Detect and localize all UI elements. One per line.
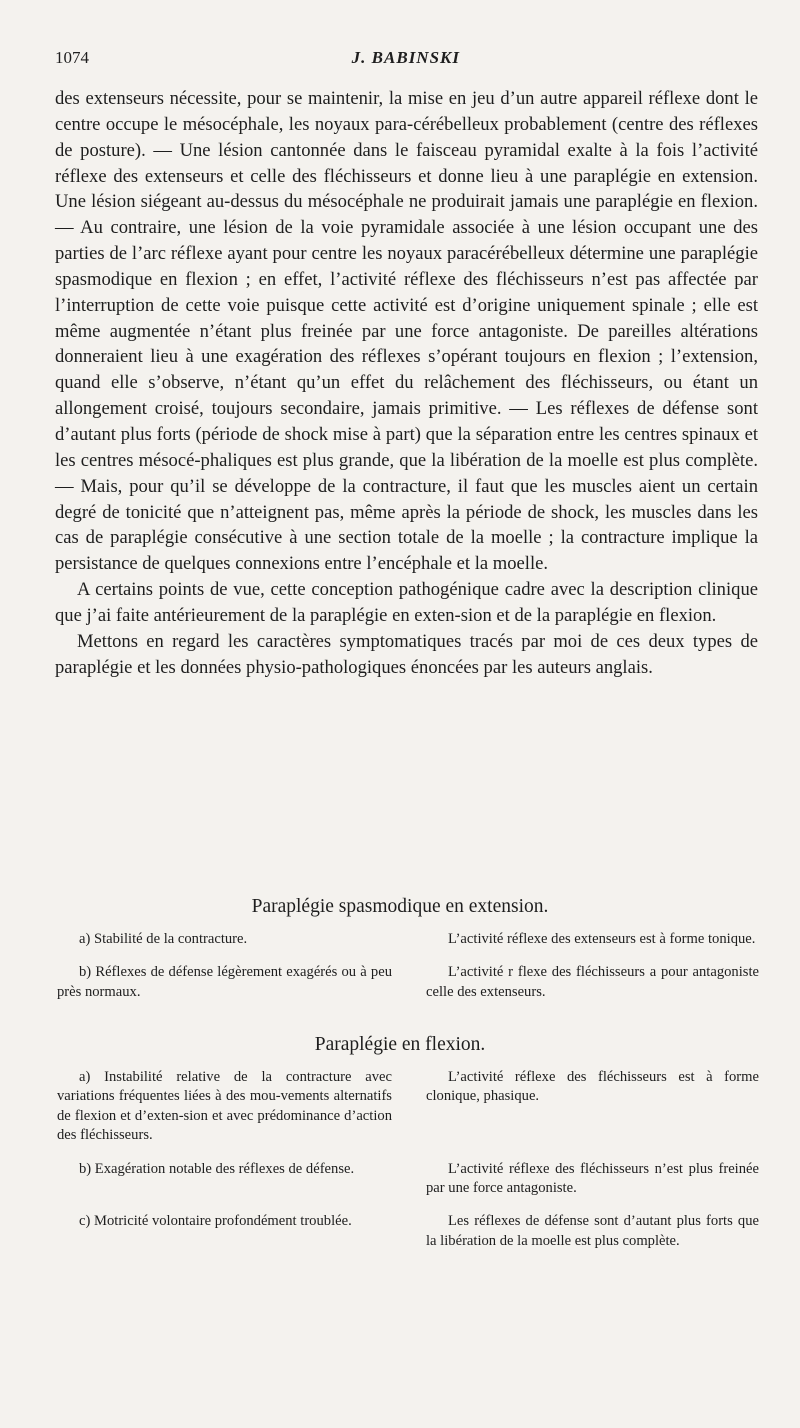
page-header — [55, 48, 755, 68]
section-title-flexion: Paraplégie en flexion. — [314, 1034, 486, 1055]
table-flexion — [57, 1068, 759, 1251]
running-head: J. BABINSKI — [351, 48, 460, 67]
body-paragraph-3: Mettons en regard les caractères symptomatiques tracés par moi de ces deux types de paraplégie et les données physio-pathologiques énoncées par les auteurs anglais. — [55, 630, 758, 678]
body-paragraph-2: A certains points de vue, cette conception pathogénique cadre avec la description clinique que j’ai faite antérieurement de la paraplégie en exten-sion et de la paraplégie en flexion. — [55, 579, 758, 626]
flexion-row-a-right: L’activité réflexe des fléchisseurs est à forme clonique, phasique. — [426, 1069, 759, 1105]
extension-row-b-left: b) Réflexes de défense légèrement exagérés ou à peu près normaux. — [57, 964, 392, 1000]
page-number: 1074 — [55, 48, 89, 67]
table-extension — [57, 930, 759, 1002]
body-paragraph-1: des extenseurs nécessite, pour se maintenir, la mise en jeu d’un autre appareil réflexe dont le centre occupe le mésocéphale, les noyaux para-cérébelleux probablement (centre des réflexes de posture). — Une lésion cantonnée dans le faisceau pyramidal exalte à la fois l’activité réflexe des extenseurs et celle des fléchisseurs et donne lieu à une paraplégie en extension. Une lésion siégeant au-dessus du mésocéphale ne produirait jamais une paraplégie en flexion. — Au contraire, une lésion de la voie pyramidale associée à une lésion occupant une des parties de l’arc réflexe ayant pour centre les noyaux paracérébelleux détermine une paraplégie spasmodique en flexion ; en effet, l’activité réflexe des fléchisseurs n’est pas affectée par l’interruption de cette voie puisque cette activité est d’origine uniquement spinale ; elle est même augmentée n’étant plus freinée par une force antagoniste. De pareilles altérations donneraient lieu à une exagération des réflexes s’opérant toujours en flexion ; l’extension, quand elle s’observe, n’étant qu’un effet du relâchement des fléchisseurs, ou étant un allongement croisé, toujours secondaire, jamais primitive. — Les réflexes de défense sont d’autant plus forts (période de shock mise à part) que la séparation entre les centres spinaux et les centres mésocé-phaliques est plus grande, que la libération de la moelle est plus complète. — Mais, pour qu’il se développe de la contracture, il faut que les muscles aient un certain degré de tonicité que n’atteignent pas, même après la période de shock, les muscles dans les cas de paraplégie consécutive à une section totale de la moelle ; la contracture implique la persistance de quelques connexions entre l’encéphale et la moelle. — [55, 88, 758, 575]
extension-row-a-right: L’activité réflexe des extenseurs est à forme tonique. — [448, 931, 756, 947]
flexion-row-b-right: L’activité réflexe des fléchisseurs n’est plus freinée par une force antagoniste. — [426, 1160, 759, 1197]
flexion-row-c-right: Les réflexes de défense sont d’autant plus forts que la libération de la moelle est plus complète. — [426, 1213, 759, 1249]
flexion-row-a-left: a) Instabilité relative de la contracture avec variations fréquentes liées à des mou-vements alternatifs de flexion et d’exten-sion et avec prédominance d’action des fléchisseurs. — [57, 1069, 392, 1144]
extension-row-a-left: a) Stabilité de la contracture. — [79, 931, 248, 947]
extension-row-b-right: L’activité r flexe des fléchisseurs a pour antagoniste celle des extenseurs. — [426, 964, 759, 1000]
section-title-extension: Paraplégie spasmodique en extension. — [251, 896, 549, 917]
flexion-row-c-left: c) Motricité volontaire profondément troublée. — [79, 1213, 352, 1230]
body-text — [55, 86, 758, 680]
flexion-row-b-left: b) Exagération notable des réflexes de défense. — [79, 1160, 355, 1177]
